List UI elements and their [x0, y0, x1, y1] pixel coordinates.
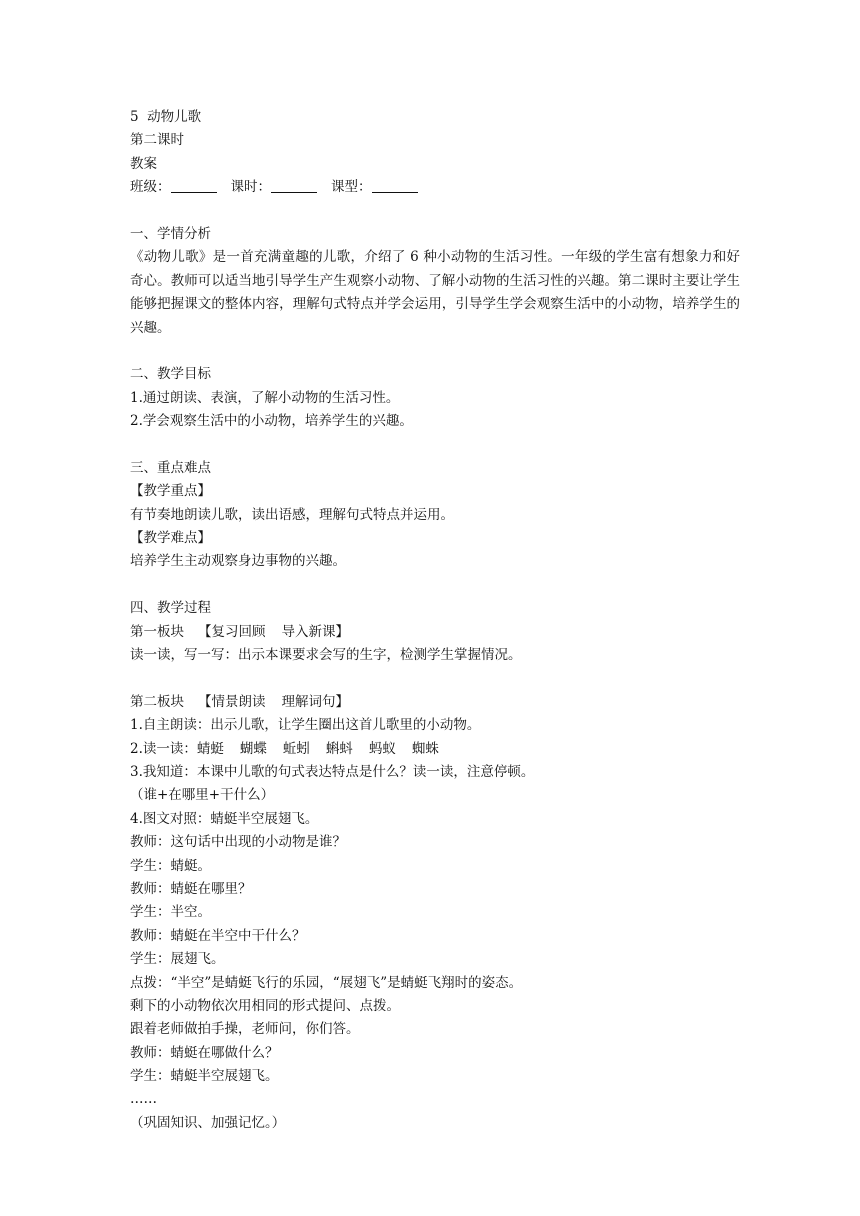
block2-step3: 3.我知道：本课中儿歌的句式表达特点是什么？读一读，注意停顿。 — [130, 764, 535, 780]
dialog-line: 教师：这句话中出现的小动物是谁？ — [130, 834, 346, 851]
key-point-label: 【教学重点】 — [130, 483, 211, 500]
section-heading-analysis: 一、学情分析 — [130, 225, 211, 242]
lesson-type-label: 课型： — [331, 179, 372, 196]
difficulty-text: 培养学生主动观察身边事物的兴趣。 — [130, 553, 346, 570]
dialog-line: 学生：展翅飞。 — [130, 951, 225, 968]
block1-tag-b: 导入新课】 — [281, 623, 349, 640]
block1-text: 读一读，写一写：出示本课要求会写的生字，检测学生掌握情况。 — [130, 647, 522, 664]
animal-word: 蚂蚁 — [368, 740, 396, 757]
section-heading-process: 四、教学过程 — [130, 600, 211, 617]
block1-name: 第一板块 — [130, 623, 184, 640]
class-blank — [171, 177, 217, 193]
animal-word: 蝴蝶 — [239, 740, 267, 757]
block1-tag-a: 【复习回顾 — [198, 623, 266, 640]
instruction-line: 跟着老师做拍手操，老师问，你们答。 — [130, 1021, 360, 1038]
ellipsis-line: …… — [130, 1091, 157, 1108]
block2-tag-a: 【情景朗读 — [198, 693, 266, 710]
block2-name: 第二板块 — [130, 693, 184, 710]
dialog-line: 教师：蜻蜓在半空中干什么？ — [130, 927, 306, 944]
dialog-line: 学生：蜻蜓半空展翅飞。 — [130, 1068, 279, 1085]
dialog-line: 学生：半空。 — [130, 904, 211, 921]
spacer — [130, 667, 740, 690]
section-heading-key-points: 三、重点难点 — [130, 459, 211, 476]
dialog-line: 教师：蜻蜓在哪里？ — [130, 880, 252, 897]
class-label: 班级： — [130, 179, 171, 196]
goal-item: 2.学会观察生活中的小动物，培养学生的兴趣。 — [130, 413, 413, 430]
step2-prefix: 2.读一读： — [130, 740, 197, 757]
block2-heading — [130, 691, 740, 714]
spacer — [130, 200, 740, 223]
hours-blank — [271, 177, 317, 193]
dialog-line: 学生：蜻蜓。 — [130, 857, 211, 874]
block2-step4: 4.图文对照：蜻蜓半空展翅飞。 — [130, 810, 319, 827]
spacer — [130, 340, 740, 363]
note-line: （巩固知识、加强记忆。） — [130, 1114, 286, 1131]
spacer — [130, 574, 740, 597]
document-type: 教案 — [130, 155, 157, 172]
difficulty-label: 【教学难点】 — [130, 530, 211, 547]
goal-item: 1.通过朗读、表演，了解小动物的生活习性。 — [130, 389, 400, 406]
animal-word: 蝌蚪 — [325, 740, 353, 757]
animal-word: 蜻蜓 — [196, 740, 224, 757]
document-body — [130, 106, 740, 1135]
lesson-period: 第二课时 — [130, 132, 184, 149]
class-info-row — [130, 176, 740, 199]
sentence-pattern: （谁+在哪里+干什么） — [130, 787, 275, 804]
analysis-paragraph: 《动物儿歌》是一首充满童趣的儿歌，介绍了 6 种小动物的生活习性。一年级的学生富有想象力和好奇心。教师可以适当地引导学生产生观察小动物、了解小动物的生活习性的兴趣。第二课时主要让学生能够把握课文的整体内容，理解句式特点并学会运用，引导学生学会观察生活中的小动物，培养学生的兴趣。 — [130, 249, 740, 336]
lesson-type-blank — [372, 177, 418, 193]
animal-word: 蜘蛛 — [411, 740, 439, 757]
lesson-title: 5 动物儿歌 — [130, 109, 202, 125]
hours-label: 课时： — [230, 179, 271, 196]
spacer — [130, 434, 740, 457]
guidance-line: 点拨：“半空”是蜻蜓飞行的乐园，“展翅飞”是蜻蜓飞翔时的姿态。 — [130, 974, 523, 991]
section-heading-goals: 二、教学目标 — [130, 366, 211, 383]
block2-step2 — [130, 738, 740, 761]
dialog-line: 教师：蜻蜓在哪做什么？ — [130, 1044, 279, 1061]
block2-tag-b: 理解词句】 — [281, 693, 349, 710]
block2-step1: 1.自主朗读：出示儿歌，让学生圈出这首儿歌里的小动物。 — [130, 717, 481, 734]
block1-heading — [130, 621, 740, 644]
animal-word: 蚯蚓 — [282, 740, 310, 757]
instruction-line: 剩下的小动物依次用相同的形式提问、点拨。 — [130, 997, 400, 1014]
key-point-text: 有节奏地朗读儿歌，读出语感，理解句式特点并运用。 — [130, 506, 454, 523]
